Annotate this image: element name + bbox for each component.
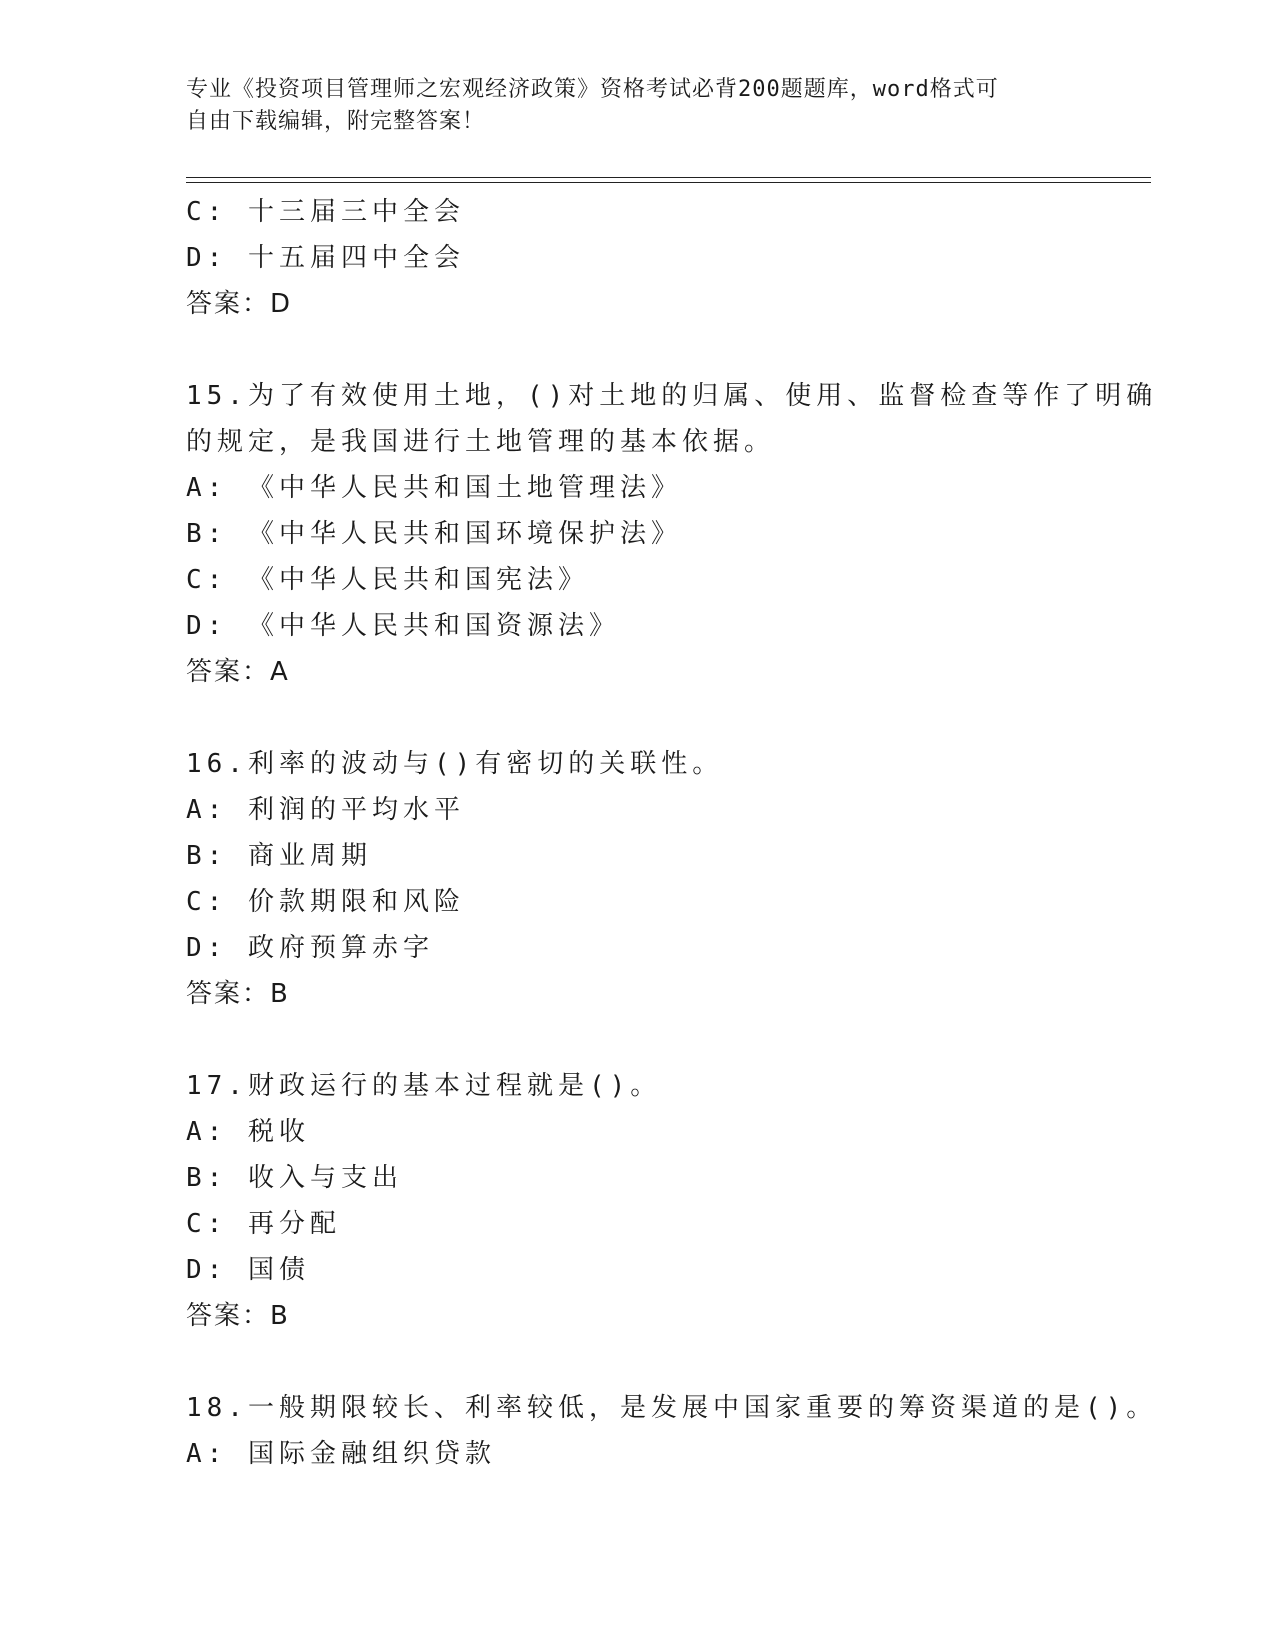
header-line-1: 专业《投资项目管理师之宏观经济政策》资格考试必背200题题库，word格式可 bbox=[186, 77, 999, 102]
option-c: C: 十三届三中全会 bbox=[186, 197, 465, 227]
header-line-2: 自由下载编辑，附完整答案！ bbox=[186, 109, 486, 134]
option-d: D: 政府预算赤字 bbox=[186, 933, 434, 963]
question-stem: 17.财政运行的基本过程就是()。 bbox=[186, 1071, 662, 1101]
question-stem: 16.利率的波动与()有密切的关联性。 bbox=[186, 749, 724, 779]
answer: 答案：B bbox=[186, 979, 290, 1009]
question-stem: 15.为了有效使用土地，()对土地的归属、使用、监督检查等作了明确 bbox=[186, 381, 1158, 411]
option-c: C: 再分配 bbox=[186, 1209, 341, 1239]
option-a: A: 税收 bbox=[186, 1117, 310, 1147]
option-c: C: 价款期限和风险 bbox=[186, 887, 465, 917]
option-b: B: 《中华人民共和国环境保护法》 bbox=[186, 519, 682, 549]
answer: 答案：B bbox=[186, 1301, 290, 1331]
option-c: C: 《中华人民共和国宪法》 bbox=[186, 565, 589, 595]
question-stem-continued: 的规定，是我国进行土地管理的基本依据。 bbox=[186, 427, 776, 457]
option-d: D: 十五届四中全会 bbox=[186, 243, 465, 273]
question-list bbox=[186, 189, 1158, 1477]
header-divider-bottom bbox=[186, 182, 1151, 183]
question-17 bbox=[186, 1063, 1086, 1339]
option-a: A: 《中华人民共和国土地管理法》 bbox=[186, 473, 682, 503]
question-15 bbox=[186, 373, 1158, 695]
spacer bbox=[186, 695, 1086, 741]
option-b: B: 商业周期 bbox=[186, 841, 372, 871]
answer: 答案：A bbox=[186, 657, 290, 687]
question-stem: 18.一般期限较长、利率较低，是发展中国家重要的筹资渠道的是()。 bbox=[186, 1393, 1158, 1423]
option-d: D: 《中华人民共和国资源法》 bbox=[186, 611, 620, 641]
spacer bbox=[186, 1017, 1086, 1063]
option-a: A: 利润的平均水平 bbox=[186, 795, 465, 825]
question-14 bbox=[186, 189, 1086, 327]
option-b: B: 收入与支出 bbox=[186, 1163, 403, 1193]
question-18 bbox=[186, 1385, 1158, 1477]
spacer bbox=[186, 327, 1086, 373]
question-16 bbox=[186, 741, 1086, 1017]
answer: 答案：D bbox=[186, 289, 293, 319]
spacer bbox=[186, 1339, 1086, 1385]
option-a: A: 国际金融组织贷款 bbox=[186, 1439, 496, 1469]
document-header bbox=[186, 74, 1066, 138]
option-d: D: 国债 bbox=[186, 1255, 310, 1285]
header-divider-top bbox=[186, 177, 1151, 178]
